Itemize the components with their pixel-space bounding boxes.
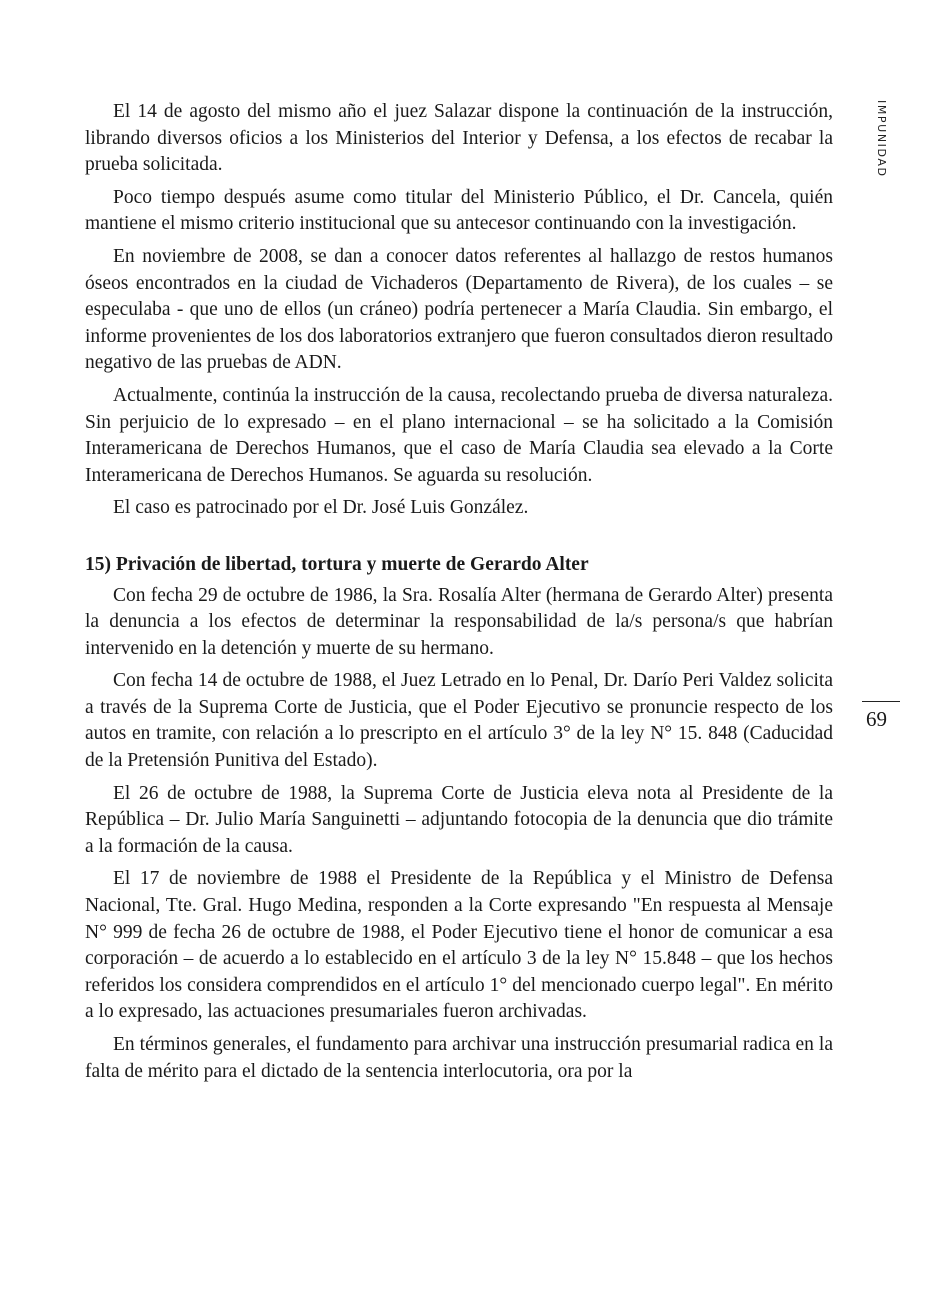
paragraph: El 14 de agosto del mismo año el juez Salazar dispone la continuación de la instrucción, librando diversos oficios a los Ministerios del Interior y Defensa, a los efectos de recabar la prueba solicitada. — [85, 101, 833, 176]
section-heading: 15) Privación de libertad, tortura y muerte de Gerardo Alter — [85, 553, 589, 575]
paragraph: Con fecha 14 de octubre de 1988, el Juez Letrado en lo Penal, Dr. Darío Peri Valdez solicita a través de la Suprema Corte de Justicia, que el Poder Ejecutivo se pronuncie respecto de los autos en tramite, con relación a lo prescripto en el artículo 3° de la ley N° 15. 848 (Caducidad de la Pretensión Punitiva del Estado). — [85, 670, 833, 772]
paragraph: En noviembre de 2008, se dan a conocer datos referentes al hallazgo de restos humanos óseos encontrados en la ciudad de Vichaderos (Departamento de Rivera), de los cuales – se especulaba - que uno de ellos (un cráneo) podría pertenecer a María Claudia. Sin embargo, el informe provenientes de los dos laboratorios extranjero que fueron consultados dieron resultado negativo de las pruebas de ADN. — [85, 245, 833, 374]
paragraph: Actualmente, continúa la instrucción de la causa, recolectando prueba de diversa naturaleza. Sin perjuicio de lo expresado – en el plano internacional – se ha solicitado a la Comisión Interamericana de Derechos Humanos, que el caso de María Claudia sea elevado a la Corte Interamericana de Derechos Humanos. Se aguarda su resolución. — [85, 384, 833, 486]
paragraph: El caso es patrocinado por el Dr. José Luis González. — [113, 497, 529, 519]
body-text — [85, 99, 833, 1091]
page-number-rule — [862, 701, 900, 702]
page-number: 69 — [866, 707, 887, 731]
paragraph: En términos generales, el fundamento para archivar una instrucción presumarial radica en la falta de mérito para el dictado de la sentencia interlocutoria, ora por la — [85, 1034, 833, 1082]
paragraph: Con fecha 29 de octubre de 1986, la Sra. Rosalía Alter (hermana de Gerardo Alter) presenta la denuncia a los efectos de determinar la responsabilidad de la/s persona/s que habrían intervenido en la detención y muerte de su hermano. — [85, 584, 833, 659]
running-head: IMPUNIDAD — [875, 100, 888, 178]
paragraph: El 17 de noviembre de 1988 el Presidente de la República y el Ministro de Defensa Nacional, Tte. Gral. Hugo Medina, responden a la Corte expresando "En respuesta al Mensaje N° 999 de fecha 26 de octubre de 1988, el Poder Ejecutivo tiene el honor de comunicar a esa corporación – de acuerdo a lo establecido en el artículo 3 de la ley N° 15.848 – que los hechos referidos los considera comprendidos en el artículo 1° del mencionado cuerpo legal". En mérito a lo expresado, las actuaciones presumariales fueron archivadas. — [85, 868, 833, 1023]
paragraph: El 26 de octubre de 1988, la Suprema Corte de Justicia eleva nota al Presidente de la República – Dr. Julio María Sanguinetti – adjuntando fotocopia de la denuncia que dio trámite a la formación de la causa. — [85, 782, 833, 857]
paragraph: Poco tiempo después asume como titular del Ministerio Público, el Dr. Cancela, quién mantiene el mismo criterio institucional que su antecesor continuando con la investigación. — [85, 186, 833, 235]
